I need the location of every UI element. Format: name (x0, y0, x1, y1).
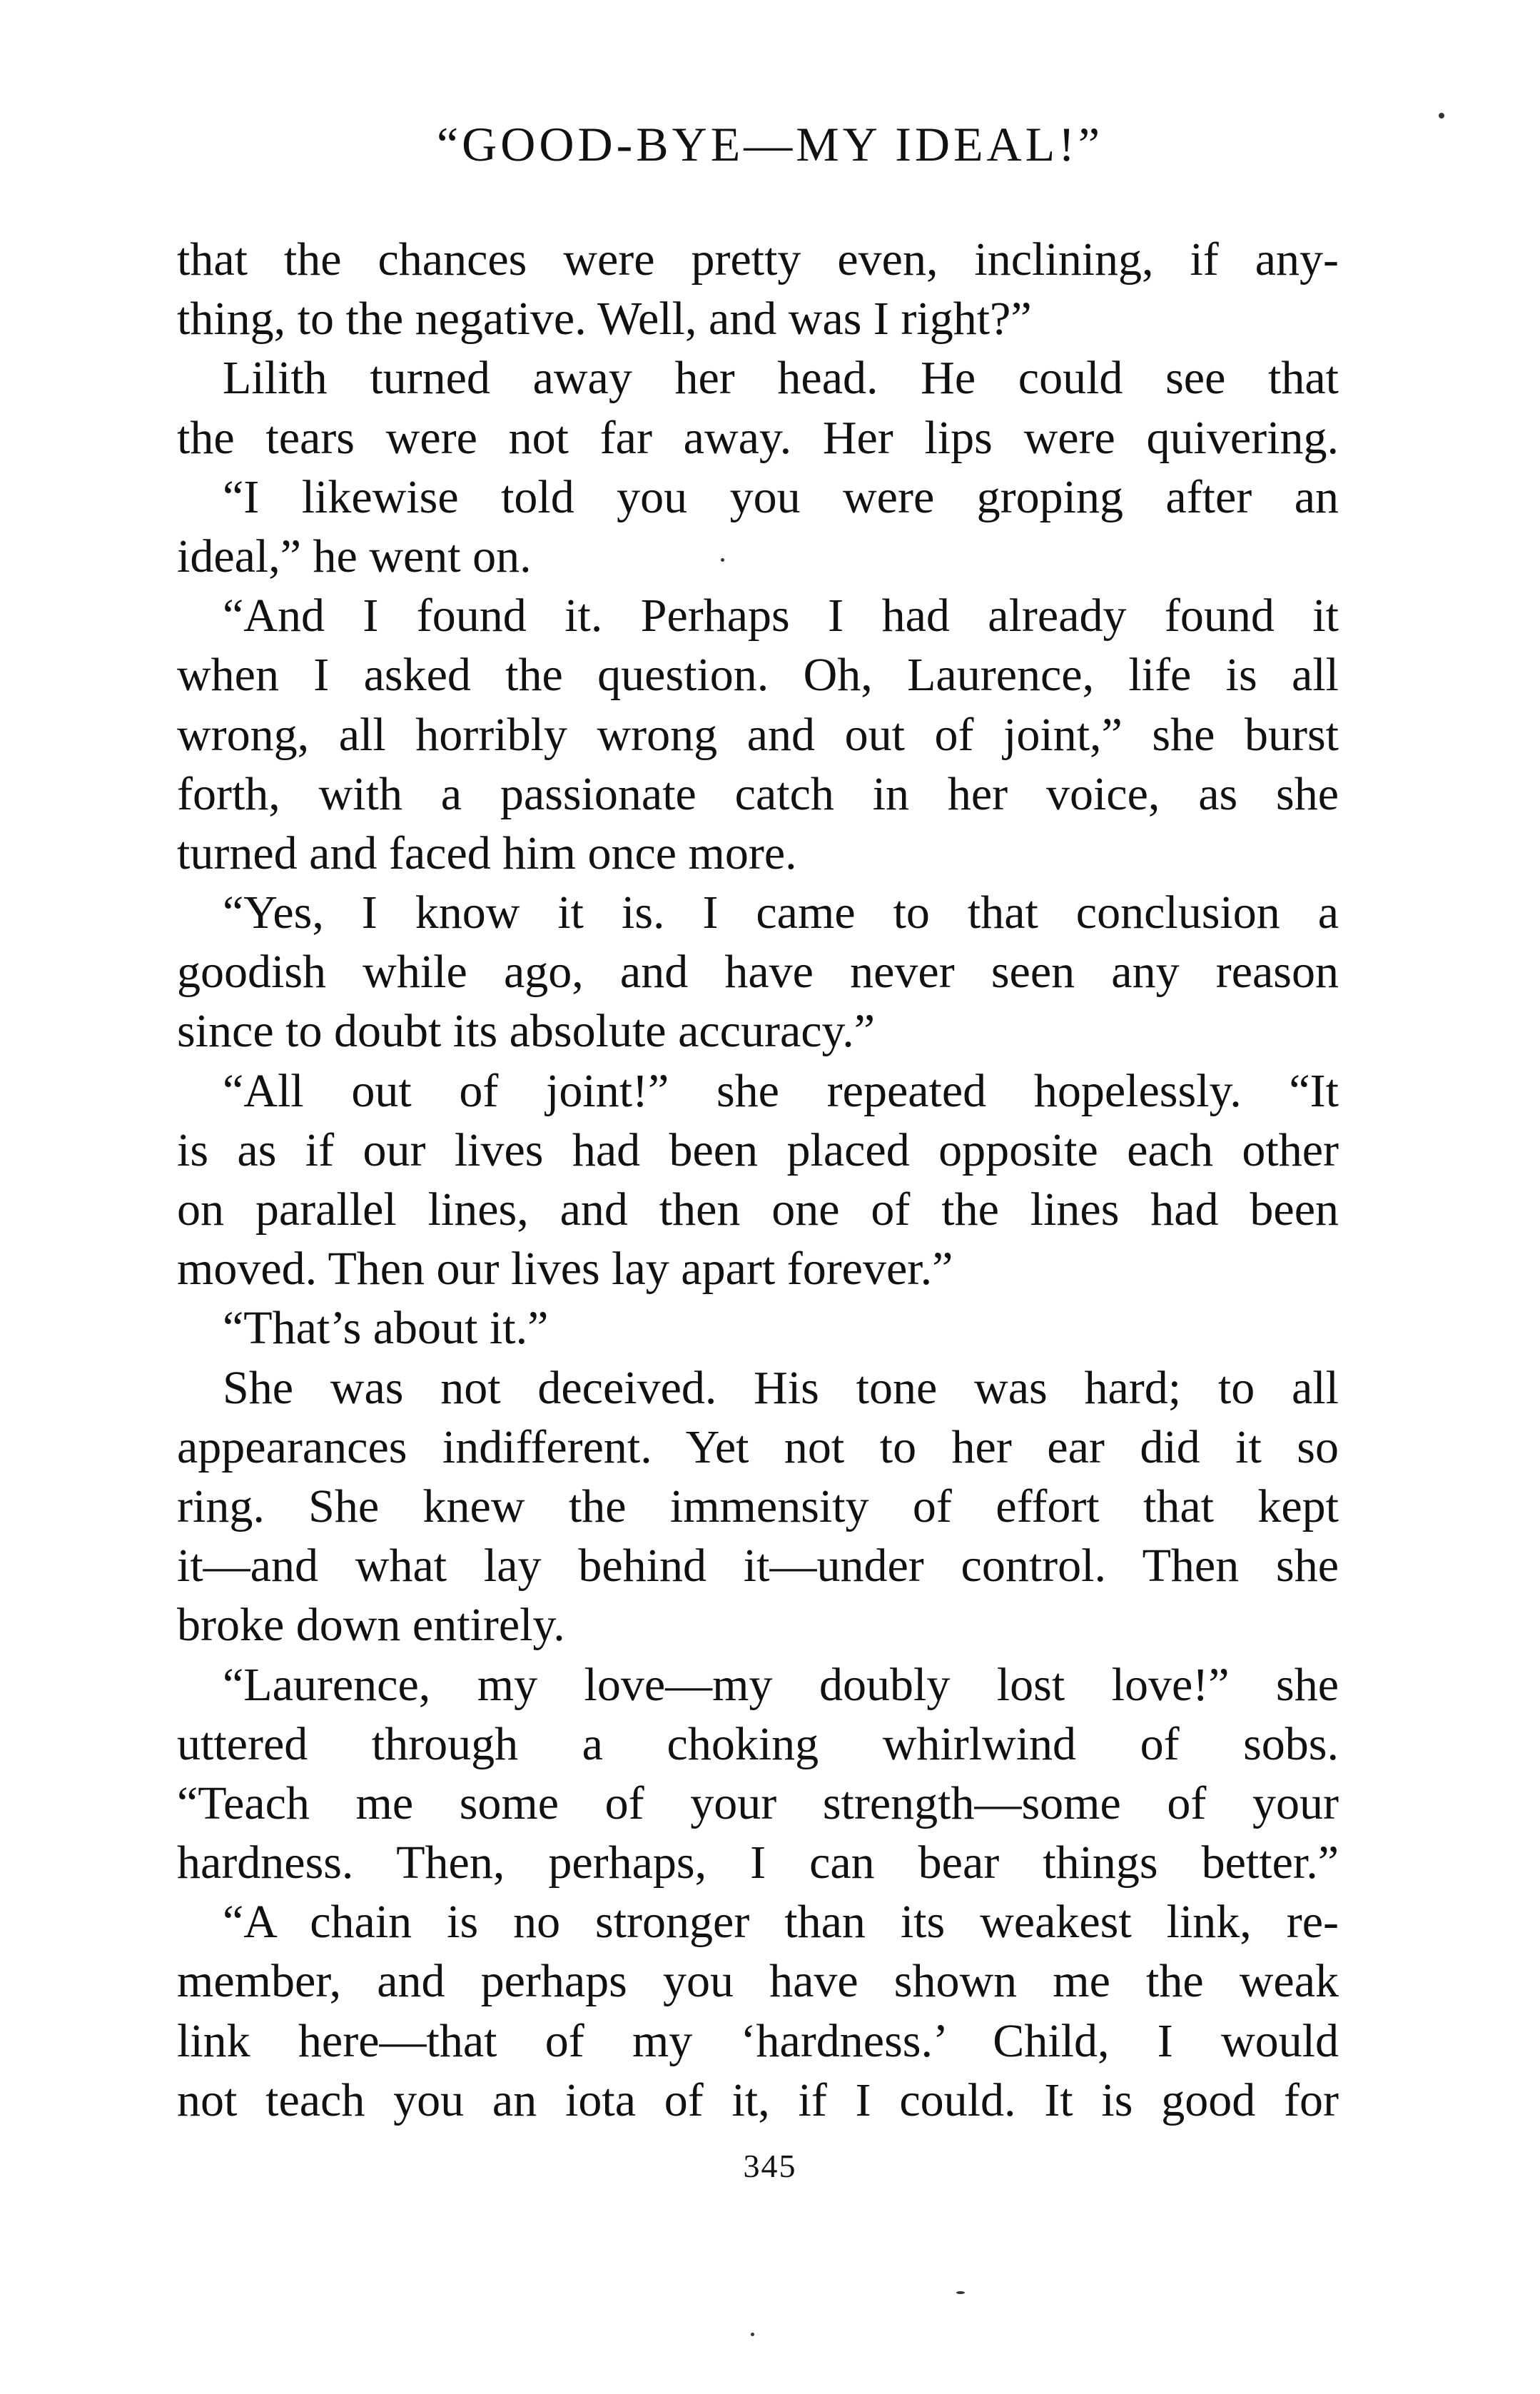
text-line: moved. Then our lives lay apart forever.” (177, 1243, 953, 1296)
text-line: ring. She knew the immensity of effort that kept (177, 1480, 1339, 1532)
text-line: ideal,” he went on. (177, 530, 532, 582)
text-line: “All out of joint!” she repeated hopelessly. “It (223, 1064, 1339, 1117)
text-line: “I likewise told you you were groping after an (223, 470, 1339, 523)
text-line: hardness. Then, perhaps, I can bear things better.” (177, 1837, 1339, 1889)
text-line: that the chances were pretty even, inclining, if any- (177, 233, 1339, 286)
text-line: link here—that of my ‘hardness.’ Child, I would (177, 2014, 1339, 2067)
text-line: is as if our lives had been placed opposite each other (177, 1123, 1339, 1176)
text-line: “And I found it. Perhaps I had already found it (223, 590, 1339, 642)
text-line: when I asked the question. Oh, Laurence, life is all (177, 649, 1339, 702)
text-line: member, and perhaps you have shown me the weak (177, 1955, 1339, 2008)
text-line: goodish while ago, and have never seen any reason (177, 946, 1339, 999)
text-line: “A chain is no stronger than its weakest link, re- (223, 1896, 1339, 1949)
text-line: Lilith turned away her head. He could see that (223, 352, 1339, 405)
text-line: uttered through a choking whirlwind of sobs. (177, 1717, 1339, 1770)
text-line: “Teach me some of your strength—some of your (177, 1777, 1339, 1829)
text-line: not teach you an iota of it, if I could. It is good for (177, 2074, 1339, 2126)
text-line: broke down entirely. (177, 1599, 565, 1652)
print-speck (721, 558, 724, 562)
text-line: appearances indifferent. Yet not to her ear did it so (177, 1420, 1339, 1473)
print-speck (751, 2333, 754, 2336)
text-line: “Yes, I know it is. I came to that conclusion a (223, 887, 1339, 939)
text-line: forth, with a passionate catch in her voice, as she (177, 767, 1339, 820)
text-line: “That’s about it.” (223, 1302, 549, 1355)
page-number: 345 (743, 2148, 797, 2184)
text-line: on parallel lines, and then one of the lines had been (177, 1183, 1339, 1236)
text-line: turned and faced him once more. (177, 827, 797, 879)
text-line: the tears were not far away. Her lips were quivering. (177, 411, 1339, 464)
print-speck (956, 2291, 965, 2294)
text-line: thing, to the negative. Well, and was I right?” (177, 293, 1032, 345)
text-line: wrong, all horribly wrong and out of joint,” she burst (177, 708, 1339, 761)
text-line: it—and what lay behind it—under control. Then she (177, 1540, 1339, 1592)
text-line: She was not deceived. His tone was hard; to all (223, 1361, 1339, 1414)
body-text (177, 230, 1339, 2130)
text-line: “Laurence, my love—my doubly lost love!” she (223, 1658, 1339, 1711)
text-line: since to doubt its absolute accuracy.” (177, 1005, 876, 1058)
print-speck (1439, 113, 1444, 118)
running-head: “GOOD-BYE—MY IDEAL!” (436, 117, 1104, 171)
